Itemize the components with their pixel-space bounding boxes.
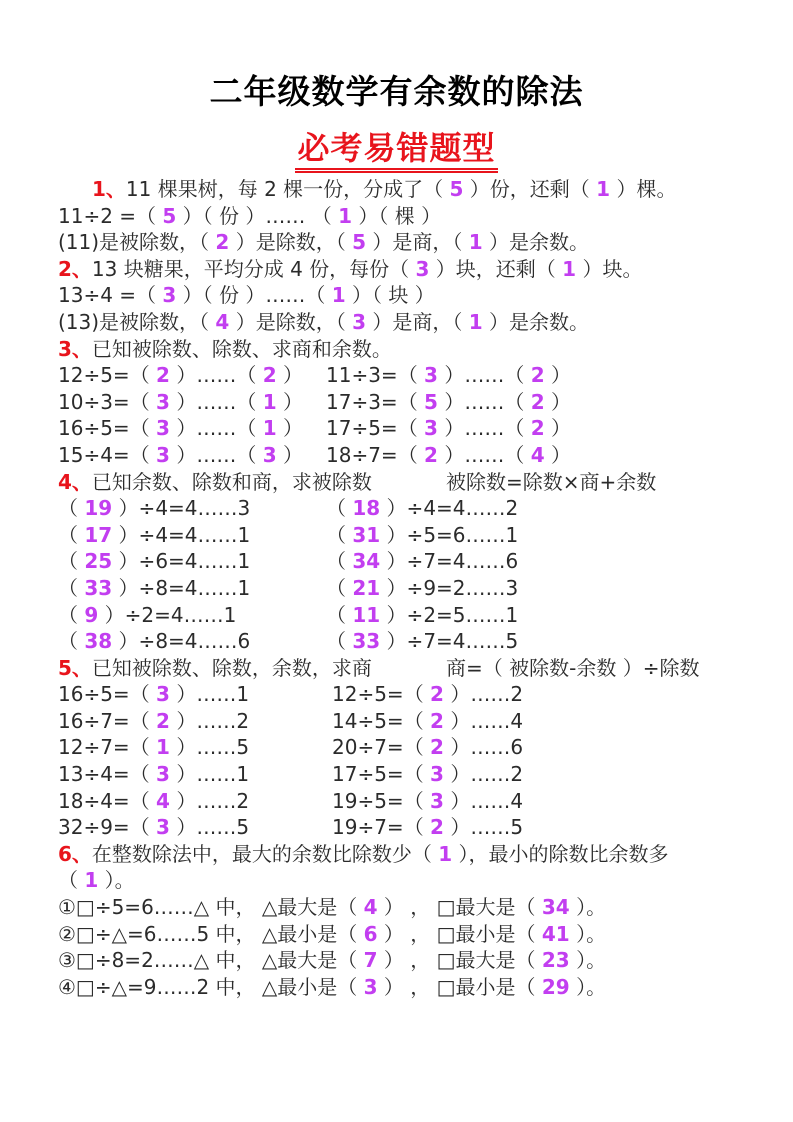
s5-row: [58, 734, 778, 761]
answer: 2: [424, 442, 438, 467]
answer: 11: [352, 602, 381, 627]
text-segment: ） ， □最大是（: [377, 895, 542, 920]
text-segment: 12÷5=（: [58, 363, 157, 388]
answer: 4: [363, 895, 378, 920]
problem-left: [58, 709, 249, 733]
text-segment: 12÷5=（: [332, 682, 431, 707]
text-segment: ） ， □最小是（: [377, 921, 542, 946]
answer: 23: [541, 948, 570, 973]
text-segment: （: [58, 549, 85, 574]
problem-left: [58, 496, 250, 520]
answer: 1: [262, 389, 277, 414]
text-segment: 10÷3=（: [58, 389, 157, 414]
answer: 33: [84, 575, 113, 600]
answer: 3: [424, 363, 438, 388]
s6-line2: （ 1 ）。: [58, 868, 135, 893]
text-segment: ）……（: [169, 416, 263, 441]
text-segment: ）。: [569, 948, 607, 973]
answer: 2: [262, 363, 277, 388]
text-segment: ）: [276, 363, 303, 388]
answer: 1: [562, 256, 577, 281]
answer: 1: [156, 735, 170, 760]
problem-right: [326, 495, 518, 522]
s6-problem: [58, 947, 778, 974]
answer: 4: [530, 442, 545, 467]
s6-line1: 6、在整数除法中，最大的余数比除数少（ 1 ），最小的除数比余数多: [58, 841, 669, 866]
text-segment: ③□÷8=2……△ 中， △最大是（: [58, 948, 364, 973]
s5-row: [58, 788, 778, 815]
answer: 1: [468, 309, 483, 334]
text-segment: ④□÷△=9……2 中， △最小是（: [58, 974, 364, 999]
answer: 1: [84, 868, 99, 893]
text-segment: 17÷3=（: [326, 389, 425, 414]
text-segment: （: [58, 496, 85, 521]
text-segment: （: [58, 522, 85, 547]
text-segment: ）÷6=4……1: [112, 549, 251, 574]
s4-heading: 4、已知余数、除数和商，求被除数 被除数=除数×商+余数: [58, 469, 657, 494]
s5-formula: 商=（ 被除数-余数 ）÷除数: [446, 655, 700, 680]
text-segment: ）……2: [443, 762, 524, 787]
text-segment: ）: [276, 416, 303, 441]
answer: 25: [84, 549, 113, 574]
answer: 2: [156, 708, 170, 733]
answer: 3: [430, 762, 444, 787]
answer: 2: [430, 735, 444, 760]
answer: 1: [338, 203, 353, 228]
text-segment: ）。: [569, 921, 607, 946]
text-segment: ②□÷△=6……5 中， △最小是（: [58, 921, 364, 946]
answer: 1: [262, 416, 277, 441]
answer: 33: [352, 629, 381, 654]
text-segment: ）÷5=6……1: [380, 522, 519, 547]
problem-right: [326, 415, 571, 442]
text-segment: ）……5: [169, 735, 250, 760]
s5-number: 5、: [58, 655, 92, 680]
s3-number: 3、: [58, 336, 92, 361]
text-segment: ）÷7=4……5: [380, 629, 519, 654]
text-segment: ）。: [569, 895, 607, 920]
text-segment: 18÷4=（: [58, 788, 157, 813]
text-segment: （: [326, 575, 353, 600]
problem-left: [58, 682, 249, 706]
problem-left: [58, 576, 250, 600]
text-segment: ）……4: [443, 788, 524, 813]
problem-right: [332, 681, 523, 708]
answer: 2: [156, 363, 170, 388]
answer: 3: [363, 974, 378, 999]
text-segment: ）: [544, 416, 571, 441]
s3-row: [58, 362, 778, 389]
answer: 6: [363, 921, 378, 946]
answer: 4: [215, 309, 230, 334]
text-segment: 12÷7=（: [58, 735, 157, 760]
text-segment: ）……（: [169, 363, 263, 388]
problem-left: [58, 523, 250, 547]
text-segment: 11÷3=（: [326, 363, 425, 388]
text-segment: （: [326, 629, 353, 654]
text-segment: ）……（: [437, 416, 531, 441]
text-segment: 20÷7=（: [332, 735, 431, 760]
s4-row: [58, 495, 778, 522]
text-segment: 19÷5=（: [332, 788, 431, 813]
answer: 5: [352, 230, 366, 255]
s1-line3: (11)是被除数，（ 2 ）是除数，（ 5 ）是商，（ 1 ）是余数。: [58, 230, 589, 255]
text-segment: ）……6: [443, 735, 524, 760]
text-segment: （: [58, 602, 85, 627]
page-subtitle: [0, 128, 793, 173]
problem-left: [58, 789, 249, 813]
s5-row: [58, 708, 778, 735]
text-segment: ）……4: [443, 708, 524, 733]
problem-right: [332, 788, 523, 815]
answer: 38: [84, 629, 113, 654]
text-segment: （: [58, 575, 85, 600]
answer: 2: [430, 682, 444, 707]
problem-left: [58, 762, 249, 786]
s4-formula: 被除数=除数×商+余数: [446, 469, 657, 494]
answer: 18: [352, 496, 381, 521]
s4-row: [58, 522, 778, 549]
s4-number: 4、: [58, 469, 92, 494]
answer: 1: [331, 283, 346, 308]
answer: 3: [156, 762, 170, 787]
s3-row: [58, 415, 778, 442]
s4-row: [58, 602, 778, 629]
s1-line2: 11÷2 =（ 5 ）（ 份 ）…… （ 1 ）（ 棵 ）: [58, 203, 442, 228]
s6-problem: [58, 921, 778, 948]
problem-left: [58, 363, 303, 387]
text-segment: ） ， □最大是（: [377, 948, 542, 973]
answer: 3: [156, 416, 170, 441]
s2-line2: 13÷4 =（ 3 ）（ 份 ）……（ 1 ）（ 块 ）: [58, 283, 435, 308]
answer: 1: [438, 841, 453, 866]
text-segment: ）÷4=4……2: [380, 496, 519, 521]
text-segment: ）……1: [169, 682, 250, 707]
text-segment: ）。: [569, 974, 607, 999]
answer: 2: [215, 230, 230, 255]
s5-row: [58, 761, 778, 788]
problem-right: [326, 548, 518, 575]
s4-row: [58, 575, 778, 602]
s6-number: 6、: [58, 841, 92, 866]
text-segment: ）: [276, 389, 303, 414]
problem-right: [332, 708, 523, 735]
text-segment: ）÷8=4……6: [112, 629, 251, 654]
answer: 19: [84, 496, 113, 521]
text-segment: ）……5: [169, 815, 250, 840]
s3-row: [58, 442, 778, 469]
answer: 3: [262, 442, 277, 467]
answer: 3: [156, 682, 170, 707]
answer: 2: [530, 389, 545, 414]
answer: 17: [84, 522, 113, 547]
answer: 5: [162, 203, 177, 228]
problem-right: [326, 442, 571, 469]
problem-right: [326, 602, 518, 629]
s3-rows: [58, 362, 778, 468]
page-title: 二年级数学有余数的除法: [209, 72, 584, 111]
problem-left: [58, 735, 249, 759]
text-segment: ）: [544, 363, 571, 388]
s2-number: 2、: [58, 256, 92, 281]
s5-rows: [58, 681, 778, 841]
problem-right: [332, 761, 523, 788]
s4-row: [58, 628, 778, 655]
text-segment: 16÷5=（: [58, 682, 157, 707]
text-segment: ）……（: [437, 442, 531, 467]
text-segment: ）÷8=4……1: [112, 575, 251, 600]
problem-right: [326, 362, 571, 389]
answer: 3: [430, 788, 444, 813]
text-segment: ）: [276, 442, 303, 467]
problem-right: [326, 522, 518, 549]
answer: 1: [468, 230, 483, 255]
s6-problem: [58, 894, 778, 921]
text-segment: ）÷9=2……3: [380, 575, 519, 600]
answer: 3: [156, 815, 170, 840]
problem-left: [58, 815, 249, 839]
answer: 34: [541, 895, 570, 920]
s5-row: [58, 681, 778, 708]
problem-left: [58, 549, 250, 573]
answer: 34: [352, 549, 381, 574]
s6-problem: [58, 974, 778, 1001]
text-segment: （: [326, 602, 353, 627]
text-segment: （: [326, 549, 353, 574]
answer: 3: [162, 283, 177, 308]
text-segment: ）……2: [169, 788, 250, 813]
problem-right: [326, 575, 518, 602]
text-segment: 17÷5=（: [332, 762, 431, 787]
text-segment: ）÷7=4……6: [380, 549, 519, 574]
worksheet-content: [58, 176, 778, 1000]
text-segment: 13÷4=（: [58, 762, 157, 787]
subtitle-text: 必考易错题型: [295, 128, 497, 173]
answer: 2: [530, 416, 545, 441]
answer: 7: [363, 948, 378, 973]
text-segment: ）÷4=4……1: [112, 522, 251, 547]
answer: 41: [541, 921, 570, 946]
text-segment: 16÷5=（: [58, 416, 157, 441]
text-segment: ）÷4=4……3: [112, 496, 251, 521]
text-segment: 15÷4=（: [58, 442, 157, 467]
text-segment: 17÷5=（: [326, 416, 425, 441]
text-segment: 14÷5=（: [332, 708, 431, 733]
text-segment: ）÷2=4……1: [98, 602, 237, 627]
answer: 2: [430, 815, 444, 840]
answer: 29: [541, 974, 570, 999]
answer: 4: [156, 788, 170, 813]
answer: 2: [530, 363, 545, 388]
text-segment: ）……2: [169, 708, 250, 733]
problem-left: [58, 603, 236, 627]
answer: 3: [156, 442, 170, 467]
answer: 9: [84, 602, 99, 627]
answer: 3: [156, 389, 170, 414]
problem-left: [58, 443, 303, 467]
s2-line1: 2、13 块糖果，平均分成 4 份，每份（ 3 ）块，还剩（ 1 ）块。: [58, 256, 643, 281]
answer: 3: [352, 309, 366, 334]
s1-line1: 1、11 棵果树，每 2 棵一份，分成了（ 5 ）份，还剩（ 1 ）棵。: [92, 177, 677, 201]
answer: 2: [430, 708, 444, 733]
answer: 21: [352, 575, 381, 600]
problem-left: [58, 416, 303, 440]
text-segment: 18÷7=（: [326, 442, 425, 467]
text-segment: ）÷2=5……1: [380, 602, 519, 627]
s4-rows: [58, 495, 778, 655]
text-segment: （: [326, 522, 353, 547]
answer: 5: [449, 177, 464, 201]
s6-rows: [58, 894, 778, 1000]
answer: 3: [415, 256, 430, 281]
text-segment: ）……5: [443, 815, 524, 840]
problem-right: [332, 734, 523, 761]
problem-right: [326, 628, 518, 655]
answer: 3: [424, 416, 438, 441]
text-segment: ）……（: [437, 363, 531, 388]
problem-left: [58, 390, 303, 414]
problem-right: [326, 389, 571, 416]
text-segment: ）……（: [437, 389, 531, 414]
text-segment: ） ， □最小是（: [377, 974, 542, 999]
text-segment: ）: [544, 389, 571, 414]
text-segment: 16÷7=（: [58, 708, 157, 733]
s5-heading: 5、已知被除数、除数，余数，求商 商=（ 被除数-余数 ）÷除数: [58, 655, 700, 680]
answer: 1: [596, 177, 611, 201]
text-segment: ）……（: [169, 442, 263, 467]
text-segment: 32÷9=（: [58, 815, 157, 840]
answer: 5: [424, 389, 438, 414]
problem-left: [58, 629, 250, 653]
text-segment: （: [326, 496, 353, 521]
s2-line3: (13)是被除数，（ 4 ）是除数，（ 3 ）是商，（ 1 ）是余数。: [58, 309, 589, 334]
s4-row: [58, 548, 778, 575]
s5-row: [58, 814, 778, 841]
answer: 31: [352, 522, 381, 547]
text-segment: ）……1: [169, 762, 250, 787]
text-segment: （: [58, 629, 85, 654]
text-segment: ）……2: [443, 682, 524, 707]
s3-row: [58, 389, 778, 416]
text-segment: ）……（: [169, 389, 263, 414]
text-segment: 19÷7=（: [332, 815, 431, 840]
problem-right: [332, 814, 523, 841]
s1-number: 1、: [92, 177, 126, 201]
text-segment: ①□÷5=6……△ 中， △最大是（: [58, 895, 364, 920]
text-segment: ）: [544, 442, 571, 467]
s3-heading: 3、已知被除数、除数、求商和余数。: [58, 336, 392, 361]
